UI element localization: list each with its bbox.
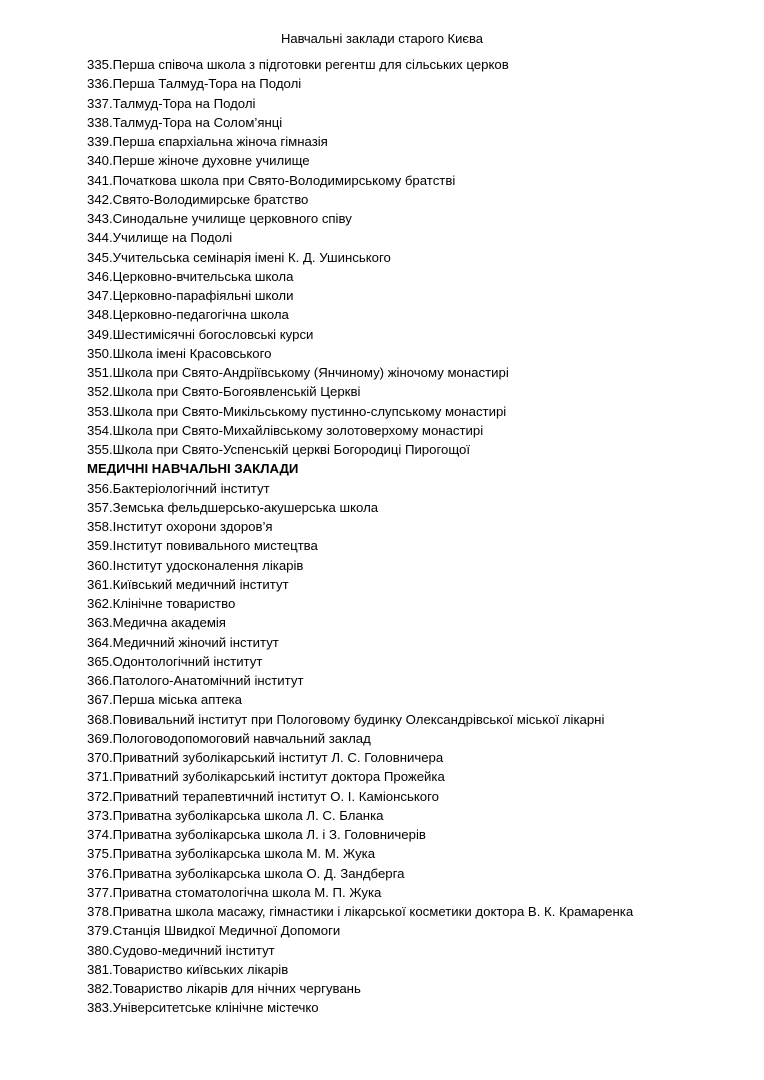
list-item: 373.Приватна зуболікарська школа Л. С. Бланка xyxy=(87,807,384,823)
list-item: 369.Пологоводопомоговий навчальний заклад xyxy=(87,730,371,746)
list-item: 382.Товариство лікарів для нічних чергувань xyxy=(87,981,361,996)
list-item: 347.Церковно-парафіяльні школи xyxy=(87,288,294,303)
list-item: 359.Інститут повивального мистецтва xyxy=(87,538,318,554)
list-item: 375.Приватна зуболікарська школа М. М. Жука xyxy=(87,846,376,862)
list-item: 354.Школа при Свято-Михайлівському золотоверхому монастирі xyxy=(87,422,484,438)
list-item: 381.Товариство київських лікарів xyxy=(87,961,289,977)
list-item: 353.Школа при Свято-Микільському пустинно-слупському монастирі xyxy=(87,403,507,419)
list-item: 357.Земська фельдшерсько-акушерська школа xyxy=(87,499,379,515)
list-item: 362.Клінічне товариство xyxy=(87,596,236,611)
list-item: 350.Школа імені Красовського xyxy=(87,345,272,361)
list-item: 358.Інститут охорони здоров’я xyxy=(87,519,273,534)
list-item: 335.Перша співоча школа з підготовки регентш для сільських церков xyxy=(87,57,509,72)
list-item: 371.Приватний зуболікарський інститут доктора Прожейка xyxy=(87,769,445,785)
list-item: 366.Патолого-Анатомічний інститут xyxy=(87,673,304,688)
list-item: 368.Повивальний інститут при Пологовому будинку Олександрівської міської лікарні xyxy=(87,711,605,727)
list-item: 377.Приватна стоматологічна школа М. П. Жука xyxy=(87,884,382,900)
list-item: 340.Перше жіноче духовне училище xyxy=(87,153,310,169)
list-item: 383.Університетське клінічне містечко xyxy=(87,1000,319,1016)
list-item: 376.Приватна зуболікарська школа О. Д. Зандберга xyxy=(87,865,405,881)
list-item: 370.Приватний зуболікарський інститут Л. С. Головничера xyxy=(87,750,444,765)
list-item: 348.Церковно-педагогічна школа xyxy=(87,307,289,323)
list-item: 374.Приватна зуболікарська школа Л. і З. Головничерів xyxy=(87,827,426,842)
list-item: 338.Талмуд-Тора на Солом’янці xyxy=(87,114,283,130)
list-item: 341.Початкова школа при Свято-Володимирському братстві xyxy=(87,172,456,188)
list-item: 380.Судово-медичний інститут xyxy=(87,942,275,958)
list-item: 365.Одонтологічний інститут xyxy=(87,653,263,669)
list-item: 363.Медична академія xyxy=(87,615,226,631)
list-item: 336.Перша Талмуд-Тора на Подолі xyxy=(87,76,302,92)
list-item: 372.Приватний терапевтичний інститут О. І. Каміонського xyxy=(87,788,439,804)
section-heading-medical: МЕДИЧНІ НАВЧАЛЬНІ ЗАКЛАДИ xyxy=(87,461,299,477)
list-item: 342.Свято-Володимирське братство xyxy=(87,191,309,207)
list-item: 339.Перша єпархіальна жіноча гімназія xyxy=(87,134,328,149)
list-item: 367.Перша міська аптека xyxy=(87,692,243,708)
list-item: 346.Церковно-вчительська школа xyxy=(87,268,294,284)
list-item: 344.Училище на Подолі xyxy=(87,230,233,246)
list-item: 356.Бактеріологічний інститут xyxy=(87,480,270,496)
list-item: 361.Київський медичний інститут xyxy=(87,576,289,592)
list-item: 345.Учительська семінарія імені К. Д. Ушинського xyxy=(87,249,391,265)
entry-list xyxy=(87,55,747,1018)
list-item: 337.Талмуд-Тора на Подолі xyxy=(87,95,256,111)
list-item: 343.Синодальне училище церковного співу xyxy=(87,211,352,226)
entry-group-religious xyxy=(87,55,747,459)
list-item: 351.Школа при Свято-Андріївському (Янчиному) жіночому монастирі xyxy=(87,365,509,380)
list-item: 360.Інститут удосконалення лікарів xyxy=(87,557,304,573)
list-item: 378.Приватна школа масажу, гімнастики і лікарської косметики доктора В. К. Крамаренка xyxy=(87,904,634,919)
list-item: 364.Медичний жіночий інститут xyxy=(87,634,279,650)
entry-group-medical xyxy=(87,479,747,1018)
running-header: Навчальні заклади старого Києва xyxy=(280,31,484,46)
list-item: 349.Шестимісячні богословські курси xyxy=(87,326,314,342)
list-item: 379.Станція Швидкої Медичної Допомоги xyxy=(87,923,341,939)
list-item: 355.Школа при Свято-Успенській церкві Богородиці Пирогощої xyxy=(87,442,471,457)
list-item: 352.Школа при Свято-Богоявленській Церкві xyxy=(87,384,361,400)
